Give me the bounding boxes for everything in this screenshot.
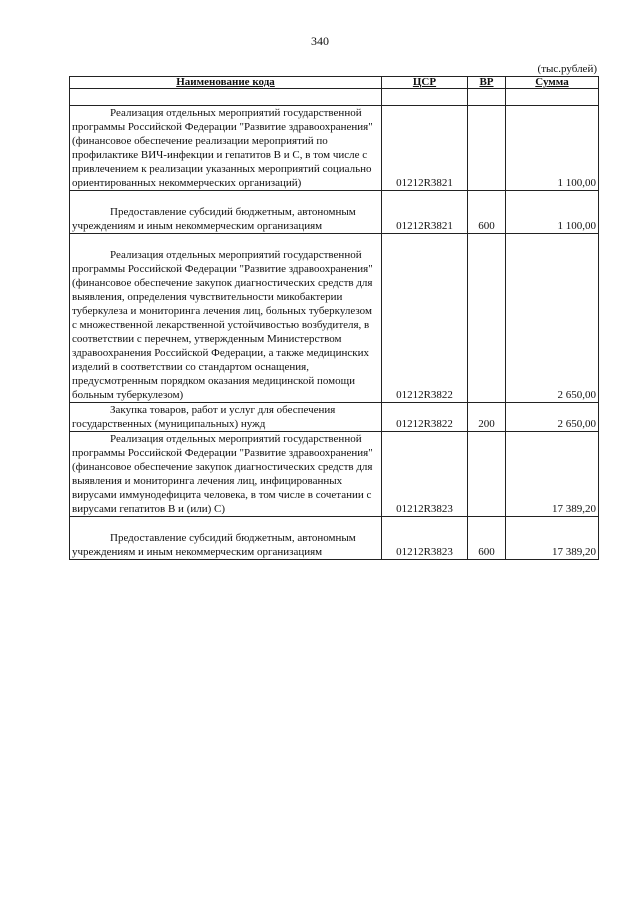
row-name: Реализация отдельных мероприятий государственной программы Российской Федерации "Развитие здравоохранения" (финансовое обеспечение закупок диагностических средств для выявления, определения чувствительности микобактерии туберкулеза и мониторинга лечения лиц, больных туберкулезом с множественной лекарственной устойчивостью возбудителя, в соответствии с перечнем, утвержденным Министерством здравоохранения Российской Федерации, а также медицинских изделий в соответствии со стандартом оснащения, предусмотренным порядком оказания медицинской помощи больным туберкулезом)	[72, 249, 373, 401]
budget-table	[69, 76, 599, 560]
row-sum: 1 100,00	[506, 191, 599, 234]
table-row	[70, 432, 599, 517]
table-row	[70, 517, 599, 560]
units-label: (тыс.рублей)	[537, 63, 597, 75]
row-csr: 01212R3822	[382, 403, 468, 432]
spacer-row	[70, 89, 599, 106]
header-csr: ЦСР	[382, 77, 468, 89]
row-name: Закупка товаров, работ и услуг для обеспечения государственных (муниципальных) нужд	[72, 404, 336, 430]
row-sum: 17 389,20	[506, 517, 599, 560]
row-csr: 01212R3822	[382, 234, 468, 403]
header-sum: Сумма	[506, 77, 599, 89]
page-number: 340	[311, 34, 329, 48]
table-header-row	[70, 77, 599, 89]
row-name: Реализация отдельных мероприятий государственной программы Российской Федерации "Развитие здравоохранения" (финансовое обеспечение закупок диагностических средств для выявления и мониторинга лечения лиц, инфицированных вирусами иммунодефицита человека, в том числе в сочетании с вирусами гепатитов В и (или) С)	[72, 433, 373, 515]
row-vr	[468, 106, 506, 191]
row-vr: 200	[468, 403, 506, 432]
row-name: Реализация отдельных мероприятий государственной программы Российской Федерации "Развитие здравоохранения" (финансовое обеспечение реализации мероприятий по профилактике ВИЧ-инфекции и гепатитов В и С, в том числе с привлечением к реализации указанных мероприятий социально ориентированных некоммерческих организаций)	[72, 107, 373, 189]
table-row	[70, 106, 599, 191]
row-vr	[468, 234, 506, 403]
row-csr: 01212R3821	[382, 191, 468, 234]
row-sum: 2 650,00	[506, 403, 599, 432]
row-csr: 01212R3821	[382, 106, 468, 191]
row-vr: 600	[468, 191, 506, 234]
header-name: Наименование кода	[70, 77, 382, 89]
table-row	[70, 403, 599, 432]
row-sum: 17 389,20	[506, 432, 599, 517]
table-row	[70, 191, 599, 234]
row-csr: 01212R3823	[382, 432, 468, 517]
row-name: Предоставление субсидий бюджетным, автономным учреждениям и иным некоммерческим организациям	[72, 206, 356, 232]
row-name: Предоставление субсидий бюджетным, автономным учреждениям и иным некоммерческим организациям	[72, 532, 356, 558]
row-sum: 2 650,00	[506, 234, 599, 403]
table-row	[70, 234, 599, 403]
row-vr	[468, 432, 506, 517]
row-csr: 01212R3823	[382, 517, 468, 560]
header-vr: ВР	[468, 77, 506, 89]
row-sum: 1 100,00	[506, 106, 599, 191]
row-vr: 600	[468, 517, 506, 560]
